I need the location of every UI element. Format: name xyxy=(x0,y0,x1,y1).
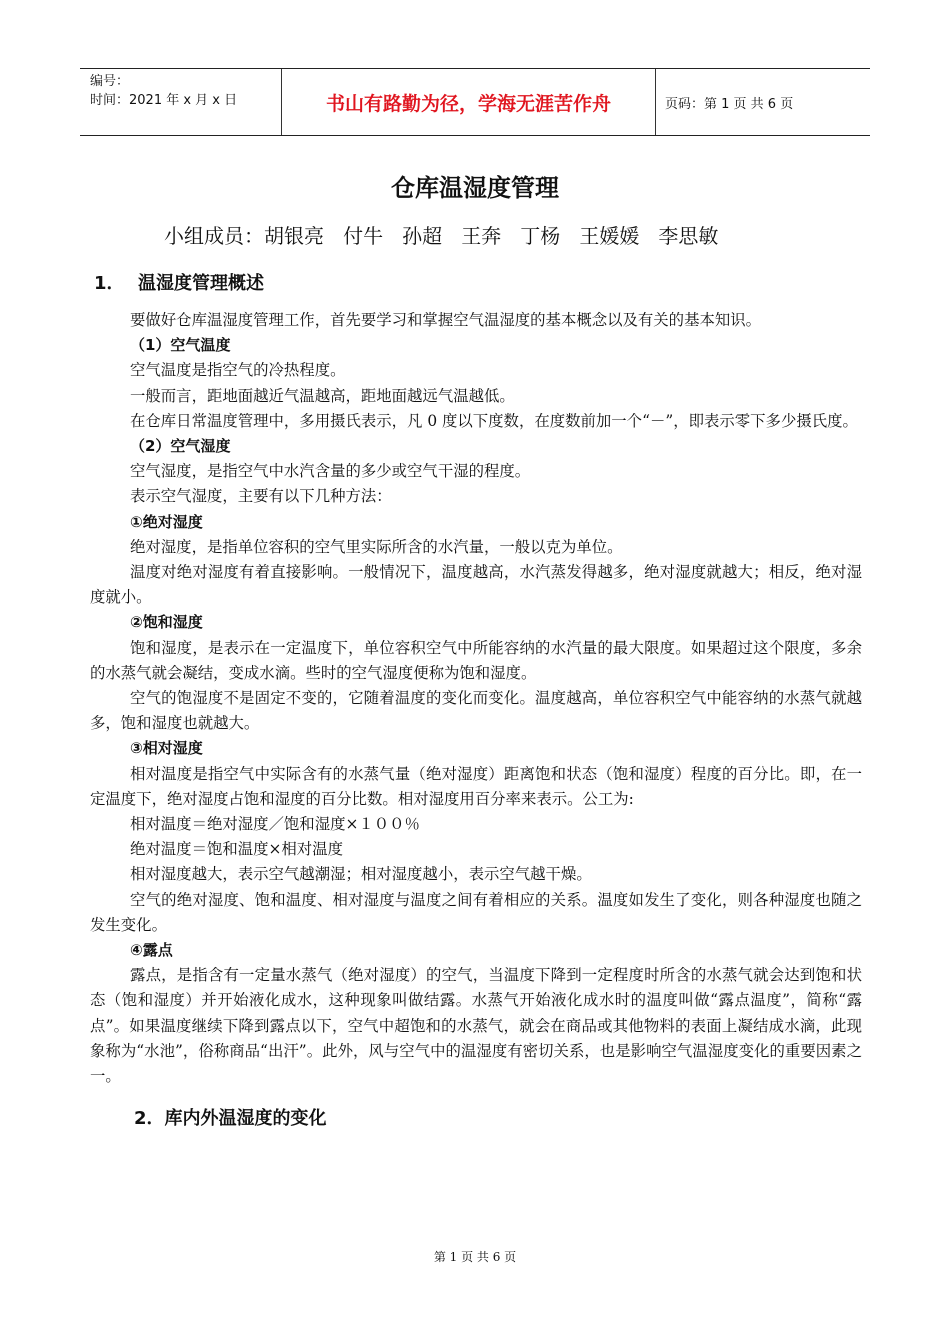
header-page-number: 页码：第 1 页 共 6 页 xyxy=(665,96,794,112)
section-2-heading: 2．库内外温湿度的变化 xyxy=(134,1108,327,1130)
section-1-heading xyxy=(90,268,862,300)
paragraph: 空气的绝对湿度、饱和温度、相对湿度与温度之间有着相应的关系。温度如发生了变化，则各种湿度也随之发生变化。 xyxy=(90,890,862,934)
formula: 相对温度＝绝对湿度／饱和湿度×１００％ xyxy=(130,815,420,834)
header-motto: 书山有路勤为径，学海无涯苦作舟 xyxy=(282,69,656,135)
paragraph: 绝对湿度，是指单位容积的空气里实际所含的水汽量，一般以克为单位。 xyxy=(130,537,623,556)
paragraph: 空气温度是指空气的冷热程度。 xyxy=(130,361,346,380)
page-header xyxy=(80,68,870,136)
document-number: 编号： xyxy=(90,74,130,89)
paragraph: 表示空气湿度，主要有以下几种方法： xyxy=(130,487,392,506)
paragraph: 露点，是指含有一定量水蒸气（绝对湿度）的空气，当温度下降到一定程度时所含的水蒸气就会达到饱和状态（饱和湿度）并开始液化成水，这种现象叫做结露。水蒸气开始液化成水时的温度叫做“露点温度”，简称“露点”。如果温度继续下降到露点以下，空气中超饱和的水蒸气，就会在商品或其他物料的表面上凝结成水滴，此现象称为“水池”，俗称商品“出汗”。此外，风与空气中的温湿度有密切关系，也是影响空气温湿度变化的重要因素之一。 xyxy=(90,966,862,1086)
section-1-title: 温湿度管理概述 xyxy=(138,273,264,294)
saturation-humidity-heading: ②饱和湿度 xyxy=(130,613,203,632)
paragraph: 相对湿度越大，表示空气越潮湿；相对湿度越小，表示空气越干燥。 xyxy=(130,865,592,884)
page-footer: 第 1 页 共 6 页 xyxy=(433,1250,517,1264)
relative-humidity-heading: ③相对湿度 xyxy=(130,739,203,758)
paragraph: 温度对绝对湿度有着直接影响。一般情况下，温度越高，水汽蒸发得越多，绝对湿度就越大；相反，绝对湿度就小。 xyxy=(90,563,862,607)
absolute-humidity-heading: ①绝对湿度 xyxy=(130,512,203,531)
paragraph: 在仓库日常温度管理中，多用摄氏表示，凡 0 度以下度数，在度数前加一个“－”，即表示零下多少摄氏度。 xyxy=(130,411,858,430)
formula: 绝对温度＝饱和温度×相对温度 xyxy=(130,840,343,859)
paragraph: 一般而言，距地面越近气温越高，距地面越远气温越低。 xyxy=(130,386,515,405)
air-temperature-heading: （1）空气温度 xyxy=(130,336,231,355)
paragraph: 空气的饱湿度不是固定不变的，它随着温度的变化而变化。温度越高，单位容积空气中能容纳的水蒸气就越多，饱和湿度也就越大。 xyxy=(90,689,862,733)
intro-paragraph: 要做好仓库温湿度管理工作，首先要学习和掌握空气温湿度的基本概念以及有关的基本知识。 xyxy=(130,311,762,329)
air-humidity-heading: （2）空气湿度 xyxy=(130,437,231,456)
document-title: 仓库温湿度管理 xyxy=(391,174,559,202)
paragraph: 相对温度是指空气中实际含有的水蒸气量（绝对湿度）距离饱和状态（饱和湿度）程度的百分比。即，在一定温度下，绝对湿度占饱和湿度的百分比数。相对湿度用百分率来表示。公工为: xyxy=(90,764,862,808)
dew-point-heading: ④露点 xyxy=(130,941,173,960)
document-date: 时间：2021 年 x 月 x 日 xyxy=(90,93,238,108)
group-members: 小组成员：胡银亮 付牛 孙超 王奔 丁杨 王媛媛 李思敏 xyxy=(164,224,719,248)
section-1-number: 1． xyxy=(94,273,125,294)
paragraph: 饱和湿度，是表示在一定温度下，单位容积空气中所能容纳的水汽量的最大限度。如果超过这个限度，多余的水蒸气就会凝结，变成水滴。些时的空气湿度便称为饱和湿度。 xyxy=(90,638,862,682)
paragraph: 空气湿度，是指空气中水汽含量的多少或空气干湿的程度。 xyxy=(130,462,531,481)
header-meta xyxy=(80,69,282,135)
document-body xyxy=(90,268,862,1135)
